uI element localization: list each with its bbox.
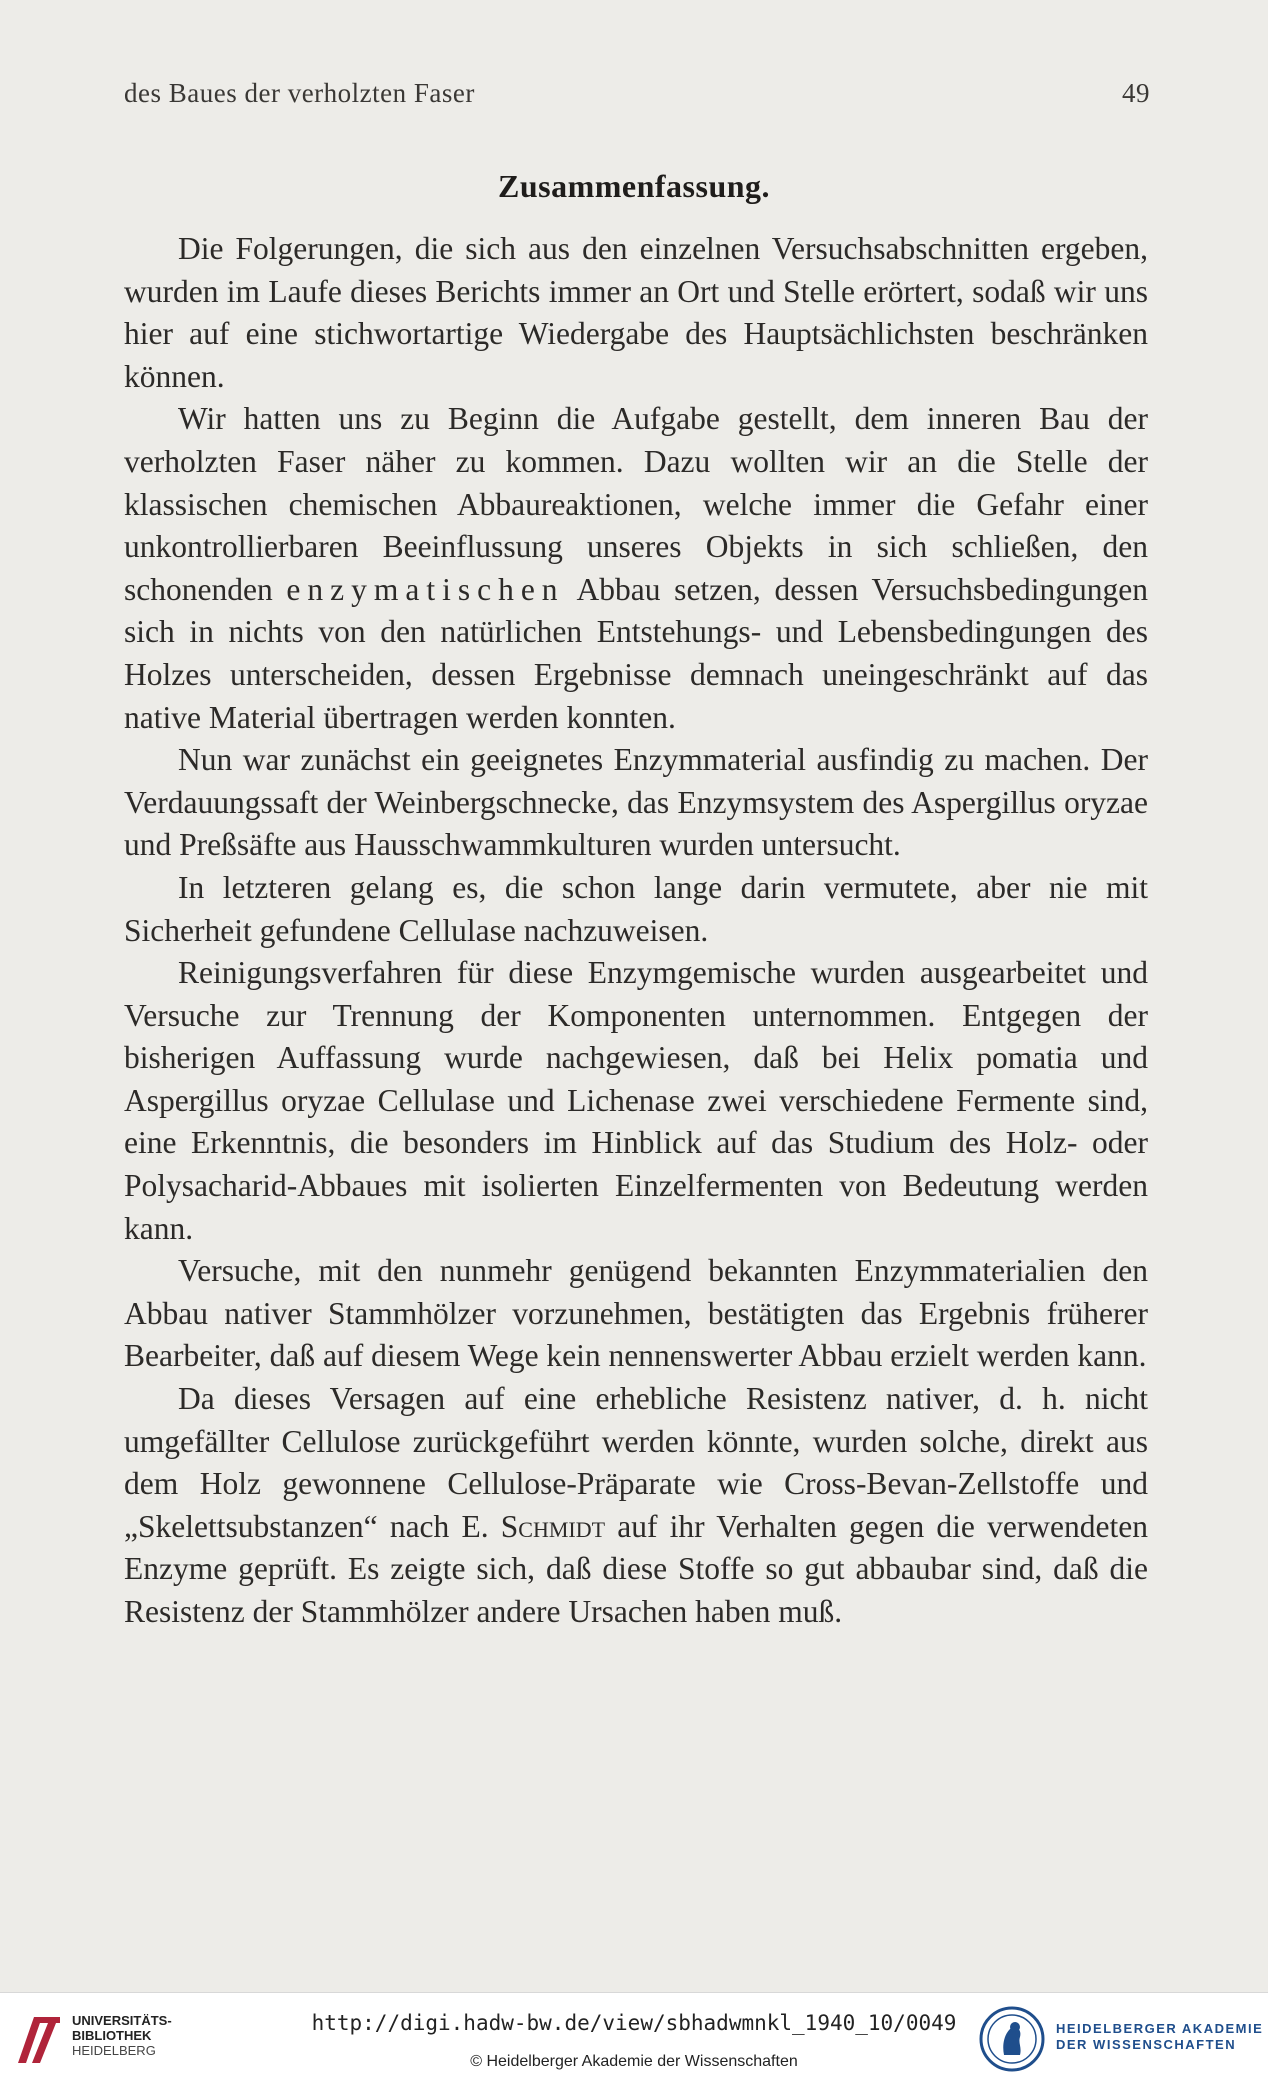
author-name: Schmidt [500, 1508, 606, 1544]
paragraph-7 [124, 1378, 1148, 1634]
academy-line-1: HEIDELBERGER AKADEMIE [1056, 2021, 1264, 2036]
ub-line-3: HEIDELBERG [72, 2043, 156, 2058]
emphasized-word: enzymatischen [286, 571, 565, 607]
paragraph-1: Die Folgerungen, die sich aus den einzelnen Versuchsabschnitten ergeben, wurden im Laufe dieses Berichts immer an Ort und Stelle erörtert, sodaß wir uns hier auf eine stichwortartige Wiedergabe des Hauptsächlichsten beschränken können. [124, 231, 1148, 394]
academy-label [1056, 2021, 1263, 2053]
body-text [124, 228, 1148, 1634]
paragraph-2 [124, 398, 1148, 739]
paragraph-7-text-a: Da dieses Versagen auf eine erhebliche Resistenz nativer, d. h. nicht umgefällter Cellulose zurückgeführt werden könnte, wurden solche, direkt aus dem Holz gewonnene Cellulose-Präparate wie Cross-Bevan-Zellstoffe und „Skelettsubstanzen“ nach E. [124, 1381, 1148, 1544]
paragraph-3: Nun war zunächst ein geeignetes Enzymmaterial ausfindig zu machen. Der Verdauungssaft der Weinbergschnecke, das Enzymsystem des Aspergillus oryzae und Preßsäfte aus Hausschwammkulturen wurden untersucht. [124, 742, 1148, 863]
copyright-notice: © Heidelberger Akademie der Wissenschaften [470, 2053, 798, 2070]
ub-line-2: BIBLIOTHEK [72, 2028, 152, 2043]
paragraph-4: In letzteren gelang es, die schon lange darin vermutete, aber nie mit Sicherheit gefundene Cellulase nachzuweisen. [124, 869, 1148, 948]
footer-bar [0, 1992, 1268, 2085]
paragraph-5: Reinigungsverfahren für diese Enzymgemische wurden ausgearbeitet und Versuche zur Trennung der Komponenten unternommen. Entgegen der bisherigen Auffassung wurde nachgewiesen, daß bei Helix pomatia und Aspergillus oryzae Cellulase und Lichenase zwei verschiedene Fermente sind, eine Erkenntnis, die besonders im Hinblick auf das Studium des Holz- oder Polysacharid-Abbaues mit isolierten Einzelfermenten von Bedeutung werden kann. [124, 955, 1148, 1246]
page-number: 49 [1122, 78, 1150, 108]
paragraph-6: Versuche, mit den nunmehr genügend bekannten Enzymmaterialien den Abbau nativer Stammhölzer vorzunehmen, bestätigten das Ergebnis früherer Bearbeiter, daß auf diesem Wege kein nennenswerter Abbau erzielt werden kann. [124, 1253, 1148, 1374]
ub-line-1: UNIVERSITÄTS- [72, 2013, 172, 2028]
section-title: Zusammenfassung. [497, 168, 771, 204]
paragraph-2-text-a: Wir hatten uns zu Beginn die Aufgabe gestellt, dem inneren Bau der verholzten Faser näher zu kommen. Dazu wollten wir an die Stelle der klassischen chemischen Abbaureaktionen, welche immer die Gefahr einer unkontrollierbaren Beeinflussung unseres Objekts in sich schließen, den schonenden [124, 401, 1148, 607]
paragraph-2-text-b: Abbau setzen, dessen Versuchsbedingungen sich in nichts von den natürlichen Entstehungs- und Lebensbedingungen des Holzes unterscheiden, dessen Ergebnisse demnach uneingeschränkt auf das native Material übertragen werden konnten. [124, 571, 1148, 735]
academy-line-2: DER WISSENSCHAFTEN [1056, 2037, 1237, 2052]
permalink-url[interactable]: http://digi.hadw-bw.de/view/sbhadwmnkl_1940_10/0049 [311, 2011, 957, 2035]
running-title: des Baues der verholzten Faser [124, 78, 475, 108]
paragraph-7-text-b: auf ihr Verhalten gegen die verwendeten Enzyme geprüft. Es zeigte sich, daß diese Stoffe so gut abbaubar sind, daß die Resistenz der Stammhölzer andere Ursachen haben muß. [124, 1508, 1148, 1629]
academy-seal-icon[interactable] [978, 2005, 1046, 2078]
